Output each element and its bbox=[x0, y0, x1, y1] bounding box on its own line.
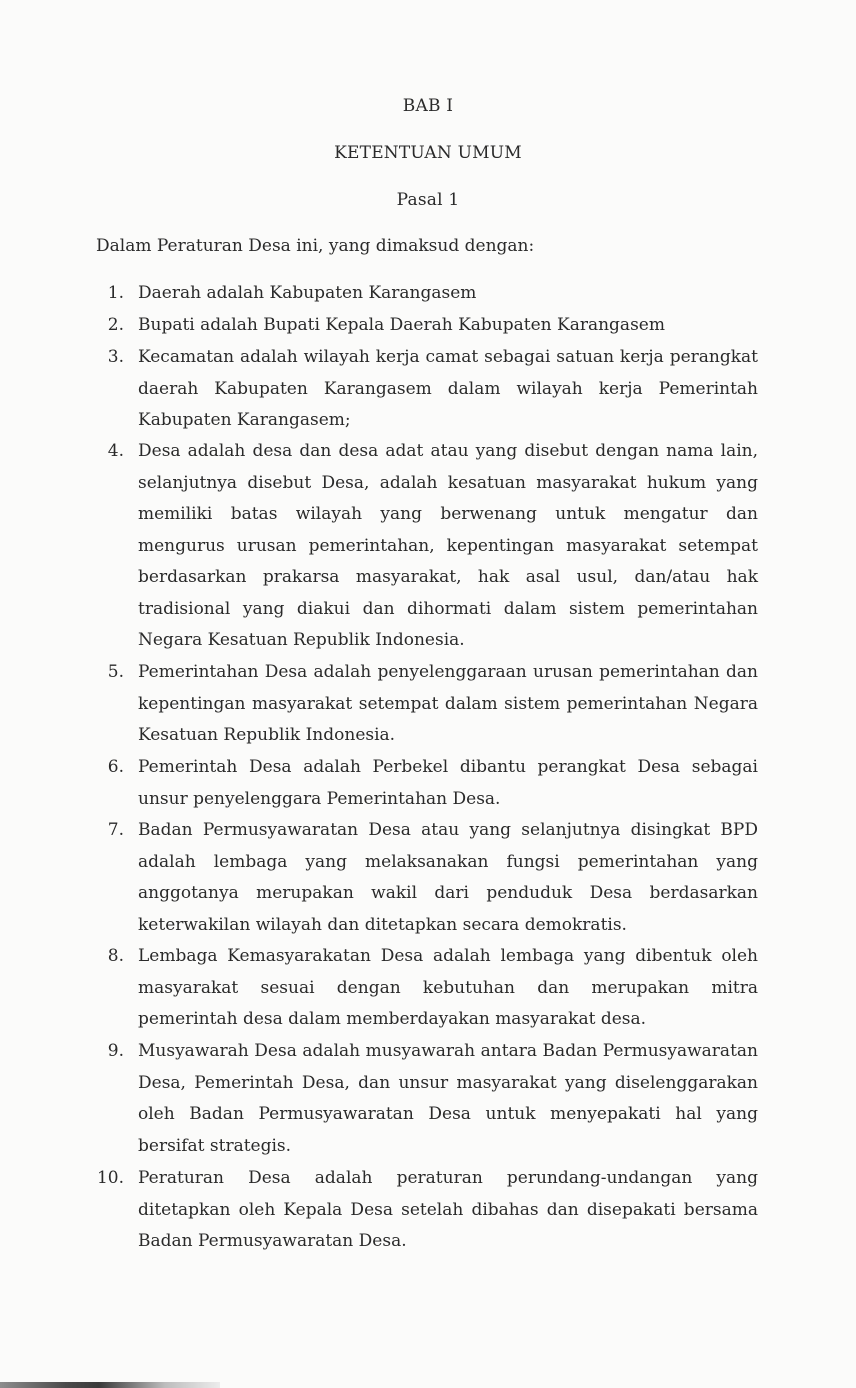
intro-paragraph: Dalam Peraturan Desa ini, yang dimaksud dengan: bbox=[96, 236, 535, 256]
item-text: Peraturan Desa adalah peraturan perundang-undangan yang ditetapkan oleh Kepala Desa setelah dibahas dan disepakati bersama Badan Permusyawaratan Desa. bbox=[138, 1168, 758, 1251]
item-number: 2. bbox=[107, 315, 124, 335]
item-number: 7. bbox=[107, 820, 124, 840]
item-text: Lembaga Kemasyarakatan Desa adalah lembaga yang dibentuk oleh masyarakat sesuai dengan kebutuhan dan merupakan mitra pemerintah desa dalam memberdayakan masyarakat desa. bbox=[138, 946, 758, 1029]
item-number: 4. bbox=[107, 441, 124, 461]
item-number: 8. bbox=[107, 946, 124, 966]
item-number: 5. bbox=[107, 662, 124, 682]
item-text: Pemerintah Desa adalah Perbekel dibantu perangkat Desa sebagai unsur penyelenggara Pemerintahan Desa. bbox=[138, 757, 758, 809]
article-heading: Pasal 1 bbox=[396, 190, 460, 210]
item-number: 6. bbox=[107, 757, 124, 777]
scan-edge-shadow bbox=[0, 1382, 220, 1388]
item-text: Badan Permusyawaratan Desa atau yang selanjutnya disingkat BPD adalah lembaga yang melaksanakan fungsi pemerintahan yang anggotanya merupakan wakil dari penduduk Desa berdasarkan keterwakilan wilayah dan ditetapkan secara demokratis. bbox=[138, 820, 758, 935]
item-text: Pemerintahan Desa adalah penyelenggaraan urusan pemerintahan dan kepentingan masyarakat setempat dalam sistem pemerintahan Negara Kesatuan Republik Indonesia. bbox=[138, 662, 758, 745]
chapter-title: KETENTUAN UMUM bbox=[334, 143, 522, 163]
item-number: 1. bbox=[107, 283, 124, 303]
item-number: 3. bbox=[107, 347, 124, 367]
chapter-heading: BAB I bbox=[402, 96, 454, 116]
item-number: 9. bbox=[107, 1041, 124, 1061]
item-number: 10. bbox=[96, 1168, 124, 1188]
item-text: Bupati adalah Bupati Kepala Daerah Kabupaten Karangasem bbox=[138, 315, 665, 335]
item-text: Desa adalah desa dan desa adat atau yang disebut dengan nama lain, selanjutnya disebut Desa, adalah kesatuan masyarakat hukum yang memiliki batas wilayah yang berwenang untuk mengatur dan mengurus urusan pemerintahan, kepentingan masyarakat setempat berdasarkan prakarsa masyarakat, hak asal usul, dan/atau hak tradisional yang diakui dan dihormati dalam sistem pemerintahan Negara Kesatuan Republik Indonesia. bbox=[138, 441, 758, 650]
item-text: Musyawarah Desa adalah musyawarah antara Badan Permusyawaratan Desa, Pemerintah Desa, dan unsur masyarakat yang diselenggarakan oleh Badan Permusyawaratan Desa untuk menyepakati hal yang bersifat strategis. bbox=[138, 1041, 758, 1156]
item-text: Kecamatan adalah wilayah kerja camat sebagai satuan kerja perangkat daerah Kabupaten Karangasem dalam wilayah kerja Pemerintah Kabupaten Karangasem; bbox=[138, 347, 758, 430]
item-text: Daerah adalah Kabupaten Karangasem bbox=[138, 283, 477, 303]
